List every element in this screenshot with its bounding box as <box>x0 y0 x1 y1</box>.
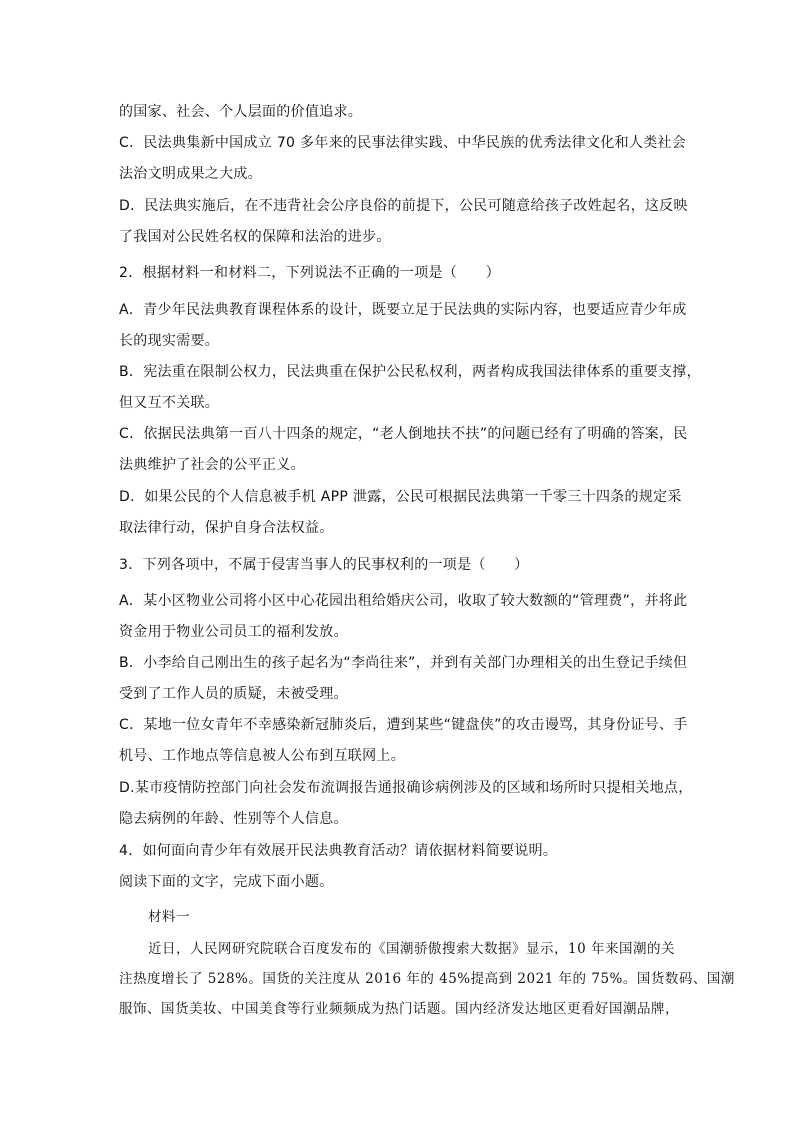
text-line: 法典维护了社会的公平正义。 <box>119 457 305 473</box>
question-3: 3．下列各项中，不属于侵害当事人的民事权利的一项是（ ） <box>119 557 529 573</box>
option-d-line: D．如果公民的个人信息被手机 APP 泄露，公民可根据民法典第一千零三十四条的规定采 <box>119 489 682 505</box>
option-a-line: A．青少年民法典教育课程体系的设计，既要立足于民法典的实际内容，也要适应青少年成 <box>119 302 687 318</box>
option-b-line: B．小李给自己刚出生的孩子起名为“李尚往来”，并到有关部门办理相关的出生登记手续但 <box>119 655 688 671</box>
text-line: 的国家、社会、个人层面的价值追求。 <box>119 104 363 120</box>
option-c-line: C．民法典集新中国成立 70 多年来的民事法律实践、中华民族的优秀法律文化和人类社会 <box>119 135 687 151</box>
option-d-line: D．民法典实施后，在不违背社会公序良俗的前提下，公民可随意给孩子改姓起名，这反映 <box>119 198 688 214</box>
question-4: 4．如何面向青少年有效展开民法典教育活动？请依据材料简要说明。 <box>119 843 558 859</box>
option-c-line: C．某地一位女青年不幸感染新冠肺炎后，遭到某些“键盘侠”的攻击谩骂，其身份证号、手 <box>119 717 688 733</box>
text-line: 长的现实需要。 <box>119 333 220 349</box>
material-paragraph-line: 近日，人民网研究院联合百度发布的《国潮骄傲搜索大数据》显示，10 年来国潮的关 <box>148 941 675 957</box>
material-paragraph-line: 注热度增长了 528%。国货的关注度从 2016 年的 45%提高到 2021 年的 75%。国货数码、国潮 <box>119 971 735 987</box>
material-paragraph-line: 服饰、国货美妆、中国美食等行业频频成为热门话题。国内经济发达地区更看好国潮品牌， <box>119 1001 679 1017</box>
text-line: 取法律行动，保护自身合法权益。 <box>119 520 334 536</box>
text-line: 受到了工作人员的质疑，未被受理。 <box>119 686 348 702</box>
text-line: 隐去病例的年龄、性别等个人信息。 <box>119 811 348 827</box>
option-c-line: C．依据民法典第一百八十四条的规定，“老人倒地扶不扶”的问题已经有了明确的答案，民 <box>119 426 688 442</box>
option-a-line: A．某小区物业公司将小区中心花园出租给婚庆公司，收取了较大数额的“管理费”，并将此 <box>119 593 688 609</box>
text-line: 法治文明成果之大成。 <box>119 166 262 182</box>
material-title: 材料一 <box>148 909 190 925</box>
reading-instruction: 阅读下面的文字，完成下面小题。 <box>119 874 334 890</box>
option-b-line: B．宪法重在限制公权力，民法典重在保护公民私权利，两者构成我国法律体系的重要支撑， <box>119 364 701 380</box>
question-2: 2．根据材料一和材料二，下列说法不正确的一项是（ ） <box>119 265 501 281</box>
text-line: 资金用于物业公司员工的福利发放。 <box>119 624 348 640</box>
text-line: 但又互不关联。 <box>119 395 220 411</box>
text-line: 机号、工作地点等信息被人公布到互联网上。 <box>119 748 405 764</box>
text-line: 了我国对公民姓名权的保障和法治的进步。 <box>119 229 391 245</box>
option-d-line: D.某市疫情防控部门向社会发布流调报告通报确诊病例涉及的区域和场所时只提相关地点， <box>119 780 693 796</box>
